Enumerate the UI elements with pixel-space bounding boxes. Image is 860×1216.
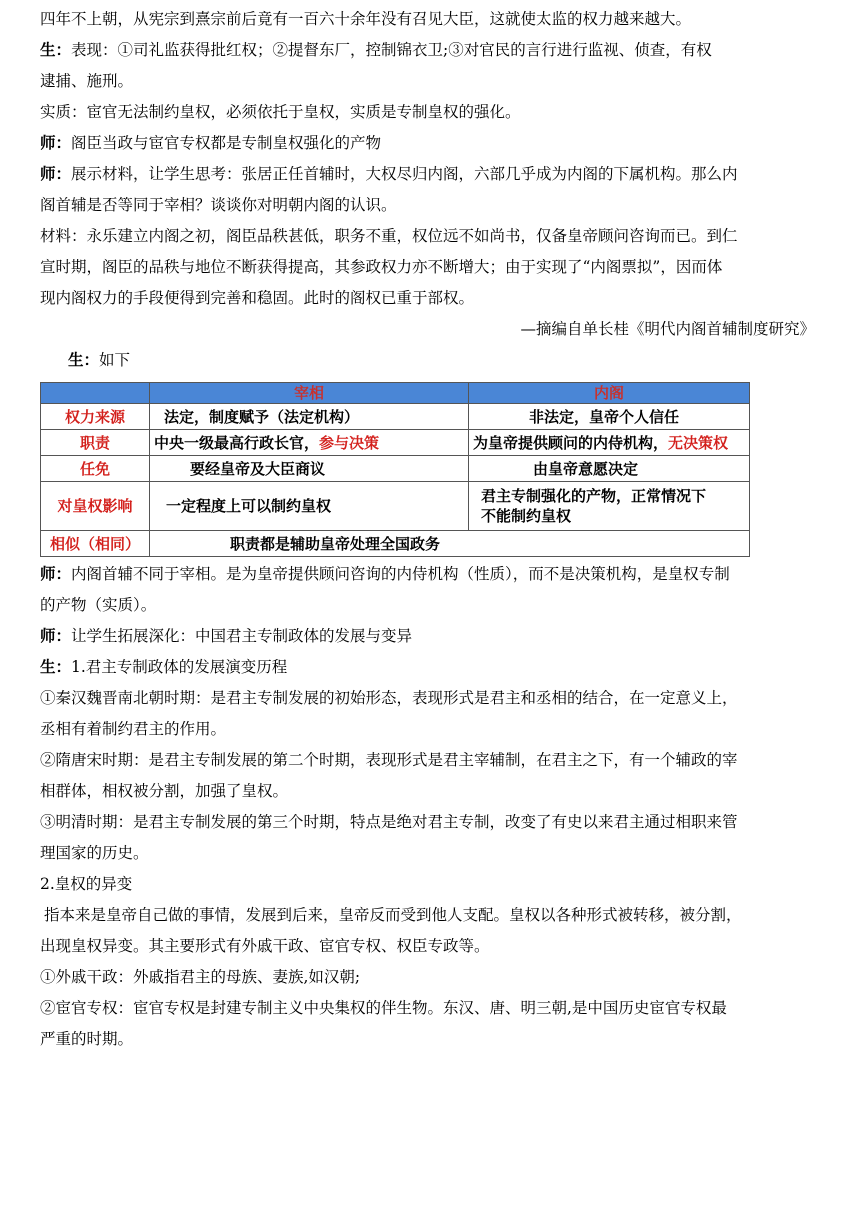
row-label: 对皇权影响	[41, 482, 150, 531]
table-cell: 一定程度上可以制约皇权	[150, 482, 469, 531]
paragraph: 2.皇权的异变	[40, 875, 133, 893]
paragraph: 现内阁权力的手段便得到完善和稳固。此时的阁权已重于部权。	[40, 289, 475, 307]
paragraph: 生：如下	[68, 351, 131, 369]
paragraph: 阁首辅是否等同于宰相？谈谈你对明朝内阁的认识。	[40, 196, 397, 214]
row-label: 职责	[41, 430, 150, 456]
table-row	[41, 404, 750, 430]
table-row	[41, 430, 750, 456]
table-row	[41, 482, 750, 531]
paragraph: 丞相有着制约君主的作用。	[40, 720, 227, 738]
comparison-table	[40, 382, 750, 557]
table-header-row	[41, 383, 750, 404]
paragraph: 出现皇权异变。其主要形式有外戚干政、宦官专权、权臣专政等。	[40, 937, 490, 955]
table-row	[41, 531, 750, 557]
table-cell: 要经皇帝及大臣商议	[150, 456, 469, 482]
speaker-label: 生：	[68, 351, 100, 369]
speaker-label: 师：	[40, 165, 72, 183]
paragraph: 师：让学生拓展深化：中国君主专制政体的发展与变异	[40, 627, 413, 645]
speaker-label: 生：	[40, 41, 72, 59]
citation: —摘编自单长桂《明代内阁首辅制度研究》	[520, 320, 815, 338]
paragraph: 生：1.君主专制政体的发展演变历程	[40, 658, 288, 676]
paragraph: ①外戚干政：外戚指君主的母族、妻族,如汉朝;	[40, 968, 361, 986]
speaker-label: 师：	[40, 627, 72, 645]
speaker-label: 师：	[40, 565, 72, 583]
paragraph: 材料：永乐建立内阁之初，阁臣品秩甚低，职务不重，权位远不如尚书，仅备皇帝顾问咨询而已。到仁	[40, 227, 738, 245]
row-label: 任免	[41, 456, 150, 482]
speaker-label: 师：	[40, 134, 72, 152]
table-cell: 中央一级最高行政长官，参与决策	[150, 430, 469, 456]
paragraph: 的产物（实质）。	[40, 596, 157, 614]
paragraph: 师：阁臣当政与宦官专权都是专制皇权强化的产物	[40, 134, 382, 152]
paragraph: 宣时期，阁臣的品秩与地位不断获得提高，其参政权力亦不断增大；由于实现了“内阁票拟”，因而体	[40, 258, 723, 276]
paragraph: ②隋唐宋时期：是君主专制发展的第二个时期，表现形式是君主宰辅制，在君主之下，有一个辅政的宰	[40, 751, 738, 769]
paragraph: 四年不上朝，从宪宗到熹宗前后竟有一百六十余年没有召见大臣，这就使太监的权力越来越大。	[40, 10, 692, 28]
row-label: 权力来源	[41, 404, 150, 430]
paragraph: 相群体，相权被分割，加强了皇权。	[40, 782, 289, 800]
table-cell: 由皇帝意愿决定	[469, 456, 750, 482]
paragraph: 逮捕、施刑。	[40, 72, 134, 90]
table-cell: 为皇帝提供顾问的内侍机构，无决策权	[469, 430, 750, 456]
table-cell: 非法定，皇帝个人信任	[469, 404, 750, 430]
paragraph: 指本来是皇帝自己做的事情，发展到后来，皇帝反而受到他人支配。皇权以各种形式被转移，被分割，	[44, 906, 742, 924]
table-row	[41, 456, 750, 482]
paragraph: ②宦官专权：宦官专权是封建专制主义中央集权的伴生物。东汉、唐、明三朝,是中国历史宦官专权最	[40, 999, 727, 1017]
table-cell: 君主专制强化的产物，正常情况下 不能制约皇权	[469, 482, 750, 531]
paragraph: 理国家的历史。	[40, 844, 149, 862]
header-cell	[41, 383, 150, 404]
paragraph: 严重的时期。	[40, 1030, 134, 1048]
paragraph: 生：表现：①司礼监获得批红权；②提督东厂，控制锦衣卫;③对官民的言行进行监视、侦查，有权	[40, 41, 712, 59]
paragraph: 师：内阁首辅不同于宰相。是为皇帝提供顾问咨询的内侍机构（性质），而不是决策机构，是皇权专制	[40, 565, 730, 583]
paragraph: ③明清时期：是君主专制发展的第三个时期，特点是绝对君主专制，改变了有史以来君主通过相职来管	[40, 813, 738, 831]
row-label: 相似（相同）	[41, 531, 150, 557]
header-cell: 内阁	[469, 383, 750, 404]
paragraph: 实质：宦官无法制约皇权，必须依托于皇权，实质是专制皇权的强化。	[40, 103, 521, 121]
header-cell: 宰相	[150, 383, 469, 404]
paragraph: 师：展示材料，让学生思考：张居正任首辅时，大权尽归内阁，六部几乎成为内阁的下属机构。那么内	[40, 165, 738, 183]
speaker-label: 生：	[40, 658, 72, 676]
table-merged-cell: 职责都是辅助皇帝处理全国政务	[150, 531, 750, 557]
table-cell: 法定，制度赋予（法定机构）	[150, 404, 469, 430]
document-page	[40, 0, 825, 1055]
paragraph: ①秦汉魏晋南北朝时期：是君主专制发展的初始形态，表现形式是君主和丞相的结合，在一定意义上，	[40, 689, 738, 707]
